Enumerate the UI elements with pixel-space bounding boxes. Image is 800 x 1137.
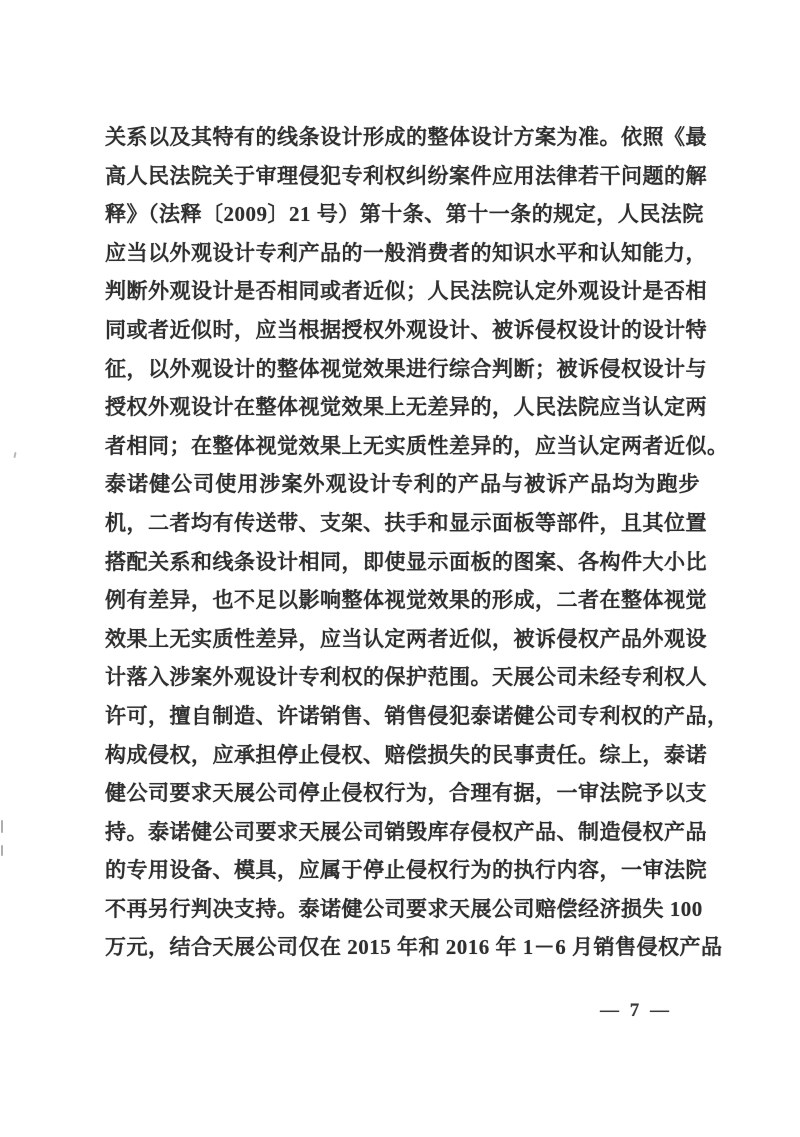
text-line: 判断外观设计是否相同或者近似；人民法院认定外观设计是否相 [105, 279, 707, 304]
text-line: 者相同；在整体视觉效果上无实质性差异的，应当认定两者近似。 [105, 433, 729, 458]
text-line: 机，二者均有传送带、支架、扶手和显示面板等部件，且其位置 [105, 510, 707, 535]
text-line: 不再另行判决支持。泰诺健公司要求天展公司赔偿经济损失 100 [105, 896, 703, 921]
text-line: 授权外观设计在整体视觉效果上无差异的，人民法院应当认定两 [105, 395, 707, 420]
text-line: 泰诺健公司使用涉案外观设计专利的产品与被诉产品均为跑步 [105, 472, 700, 497]
text-line: 健公司要求天展公司停止侵权行为，合理有据，一审法院予以支 [105, 781, 707, 806]
page-number: — 7 — [600, 1000, 672, 1021]
text-line: 的专用设备、模具，应属于停止侵权行为的执行内容，一审法院 [105, 858, 707, 883]
text-line: 搭配关系和线条设计相同，即使显示面板的图案、各构件大小比 [105, 549, 707, 574]
document-text-block [105, 118, 729, 967]
text-line: 计落入涉案外观设计专利权的保护范围。天展公司未经专利权人 [105, 665, 707, 690]
scan-artifact-edge-mark [1, 820, 3, 833]
text-line: 应当以外观设计专利产品的一般消费者的知识水平和认知能力， [105, 240, 707, 265]
text-line: 例有差异，也不足以影响整体视觉效果的形成，二者在整体视觉 [105, 588, 707, 613]
text-line: 关系以及其特有的线条设计形成的整体设计方案为准。依照《最 [105, 125, 707, 149]
text-line: 高人民法院关于审理侵犯专利权纠纷案件应用法律若干问题的解 [105, 163, 707, 188]
text-line: 同或者近似时，应当根据授权外观设计、被诉侵权设计的设计特 [105, 317, 707, 342]
text-line: 征，以外观设计的整体视觉效果进行综合判断；被诉侵权设计与 [105, 356, 707, 381]
text-line: 万元，结合天展公司仅在 2015 年和 2016 年 1－6 月销售侵权产品 [105, 935, 723, 960]
scan-artifact-edge-mark [1, 845, 3, 856]
text-line: 持。泰诺健公司要求天展公司销毁库存侵权产品、制造侵权产品 [105, 819, 707, 844]
text-line: 构成侵权，应承担停止侵权、赔偿损失的民事责任。综上，泰诺 [105, 742, 707, 767]
text-line: 许可，擅自制造、许诺销售、销售侵犯泰诺健公司专利权的产品， [105, 703, 729, 728]
text-line: 释》（法释〔2009〕21 号）第十条、第十一条的规定，人民法院 [105, 202, 704, 227]
scan-artifact-speck [13, 452, 16, 458]
text-line: 效果上无实质性差异，应当认定两者近似，被诉侵权产品外观设 [105, 626, 707, 651]
